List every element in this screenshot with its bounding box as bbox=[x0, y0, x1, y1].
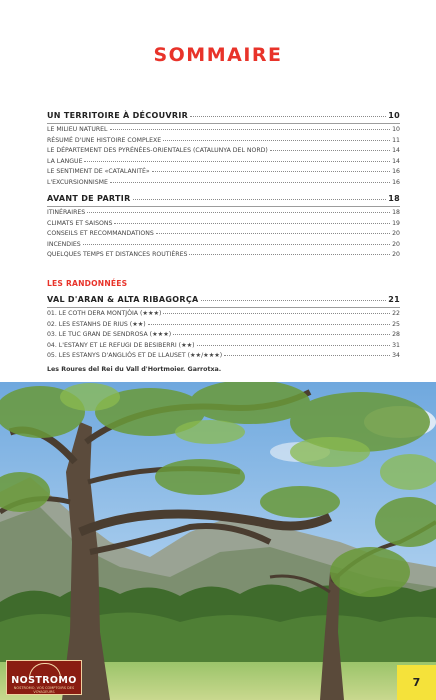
page-number: 7 bbox=[397, 665, 436, 700]
toc-entry-label: LE DÉPARTEMENT DES PYRÉNÉES-ORIENTALES (CATALUNYA DEL NORD) bbox=[47, 147, 268, 155]
toc-entry-page: 14 bbox=[392, 147, 400, 155]
section-heading-label: UN TERRITOIRE À DÉCOUVRIR bbox=[47, 111, 189, 120]
toc-entry[interactable] bbox=[47, 137, 400, 148]
toc-entry-page: 20 bbox=[392, 230, 400, 238]
toc-entry-label: 03. LE TUC GRAN DE SENDROSA (★★★) bbox=[47, 331, 172, 339]
dot-leader bbox=[114, 223, 390, 224]
toc-entry-page: 16 bbox=[392, 178, 400, 186]
toc-entry-label: CONSEILS ET RECOMMANDATIONS bbox=[47, 230, 154, 238]
toc-entry[interactable] bbox=[47, 147, 400, 158]
toc-section-heading[interactable] bbox=[47, 194, 400, 206]
logo-name: NOSTROMO bbox=[11, 675, 77, 686]
dot-leader bbox=[270, 150, 390, 151]
toc-entry[interactable] bbox=[47, 321, 400, 332]
toc-entry-page: 31 bbox=[392, 341, 400, 349]
toc-entry-label: LE MILIEU NATUREL bbox=[47, 126, 108, 133]
toc-entry[interactable] bbox=[47, 230, 400, 241]
toc-entry[interactable] bbox=[47, 342, 400, 353]
dot-leader bbox=[189, 254, 390, 255]
toc-entry-label: L'EXCURSIONNISME bbox=[47, 178, 108, 186]
dot-leader bbox=[110, 182, 390, 183]
toc-entry[interactable] bbox=[47, 126, 400, 137]
toc-entry[interactable] bbox=[47, 168, 400, 179]
part-heading: LES RANDONNÉES bbox=[47, 279, 128, 288]
dot-leader bbox=[173, 334, 390, 335]
toc-entry-label: INCENDIES bbox=[47, 240, 81, 248]
section-heading-page: 10 bbox=[388, 111, 400, 120]
toc-section-heading[interactable] bbox=[47, 111, 400, 123]
toc-entry-page: 28 bbox=[392, 331, 400, 339]
toc-entry-page: 22 bbox=[392, 310, 400, 317]
toc-entry-page: 19 bbox=[392, 219, 400, 227]
dot-leader bbox=[156, 233, 390, 234]
dot-leader bbox=[163, 313, 390, 314]
toc-entry-label: 05. LES ESTANYS D'ANGLIÓS ET DE LLAUSET (★★/★★★) bbox=[47, 352, 223, 360]
toc-entry-page: 20 bbox=[392, 251, 400, 259]
toc-section-val-daran bbox=[47, 295, 400, 363]
toc-entry-page: 20 bbox=[392, 240, 400, 248]
toc-entry-page: 18 bbox=[392, 209, 400, 216]
dot-leader bbox=[148, 324, 390, 325]
toc-entry[interactable] bbox=[47, 209, 400, 220]
toc-entry-page: 16 bbox=[392, 168, 400, 176]
dot-leader bbox=[83, 244, 390, 245]
toc-entry-label: 04. L'ESTANY ET LE REFUGI DE BESIBERRI (★★) bbox=[47, 341, 195, 349]
oak-tree-photo bbox=[0, 382, 436, 700]
section-divider bbox=[47, 206, 400, 207]
toc-section-heading[interactable] bbox=[47, 295, 400, 307]
section-heading-label: VAL D'ARAN & ALTA RIBAGORÇA bbox=[47, 295, 199, 304]
toc-entry-page: 34 bbox=[392, 352, 400, 360]
dot-leader bbox=[197, 345, 390, 346]
dot-leader bbox=[133, 199, 387, 200]
dot-leader bbox=[190, 116, 386, 117]
dot-leader bbox=[84, 161, 390, 162]
section-heading-page: 21 bbox=[388, 295, 400, 304]
toc-entry-label: CLIMATS ET SAISONS bbox=[47, 219, 113, 227]
toc-entry-page: 10 bbox=[392, 126, 400, 133]
page-title: SOMMAIRE bbox=[153, 44, 283, 66]
toc-entry-page: 25 bbox=[392, 320, 400, 328]
dot-leader bbox=[224, 355, 390, 356]
toc-entry-label: ITINÉRAIRES bbox=[47, 209, 86, 216]
dot-leader bbox=[110, 129, 390, 130]
toc-entry[interactable] bbox=[47, 241, 400, 252]
section-divider bbox=[47, 123, 400, 124]
section-heading-page: 18 bbox=[388, 194, 400, 203]
logo-tagline: NOSTROMO, VOS COMPTOIRS DES VOYAGEURS bbox=[13, 686, 75, 694]
toc-entry[interactable] bbox=[47, 179, 400, 190]
nostromo-logo bbox=[6, 660, 82, 695]
toc-entry-label: RÉSUMÉ D'UNE HISTOIRE COMPLEXE bbox=[47, 136, 162, 144]
dot-leader bbox=[201, 300, 387, 301]
section-divider bbox=[47, 307, 400, 308]
dot-leader bbox=[152, 171, 390, 172]
toc-entry[interactable] bbox=[47, 158, 400, 169]
toc-entry[interactable] bbox=[47, 251, 400, 262]
photo-caption: Les Roures del Rei du Vall d'Hortmoier. Garrotxa. bbox=[47, 366, 222, 373]
toc-section-territoire bbox=[47, 111, 400, 190]
toc-entry-label: QUELQUES TEMPS ET DISTANCES ROUTIÈRES bbox=[47, 251, 188, 259]
toc-entry-page: 11 bbox=[392, 136, 400, 144]
toc-entry-label: 01. LE COTH DERA MONTJÒIA (★★★) bbox=[47, 310, 162, 317]
toc-entry-page: 14 bbox=[392, 157, 400, 165]
toc-entry[interactable] bbox=[47, 331, 400, 342]
toc-entry-label: LA LANGUE bbox=[47, 157, 83, 165]
toc-entry[interactable] bbox=[47, 220, 400, 231]
section-heading-label: AVANT DE PARTIR bbox=[47, 194, 131, 203]
dot-leader bbox=[163, 140, 390, 141]
toc-section-avant-de-partir bbox=[47, 194, 400, 262]
toc-entry[interactable] bbox=[47, 310, 400, 321]
toc-entry-label: 02. LES ESTANHS DE RIUS (★★) bbox=[47, 320, 146, 328]
toc-entry-label: LE SENTIMENT DE «CATALANITÉ» bbox=[47, 168, 150, 176]
toc-entry[interactable] bbox=[47, 352, 400, 363]
dot-leader bbox=[87, 212, 390, 213]
